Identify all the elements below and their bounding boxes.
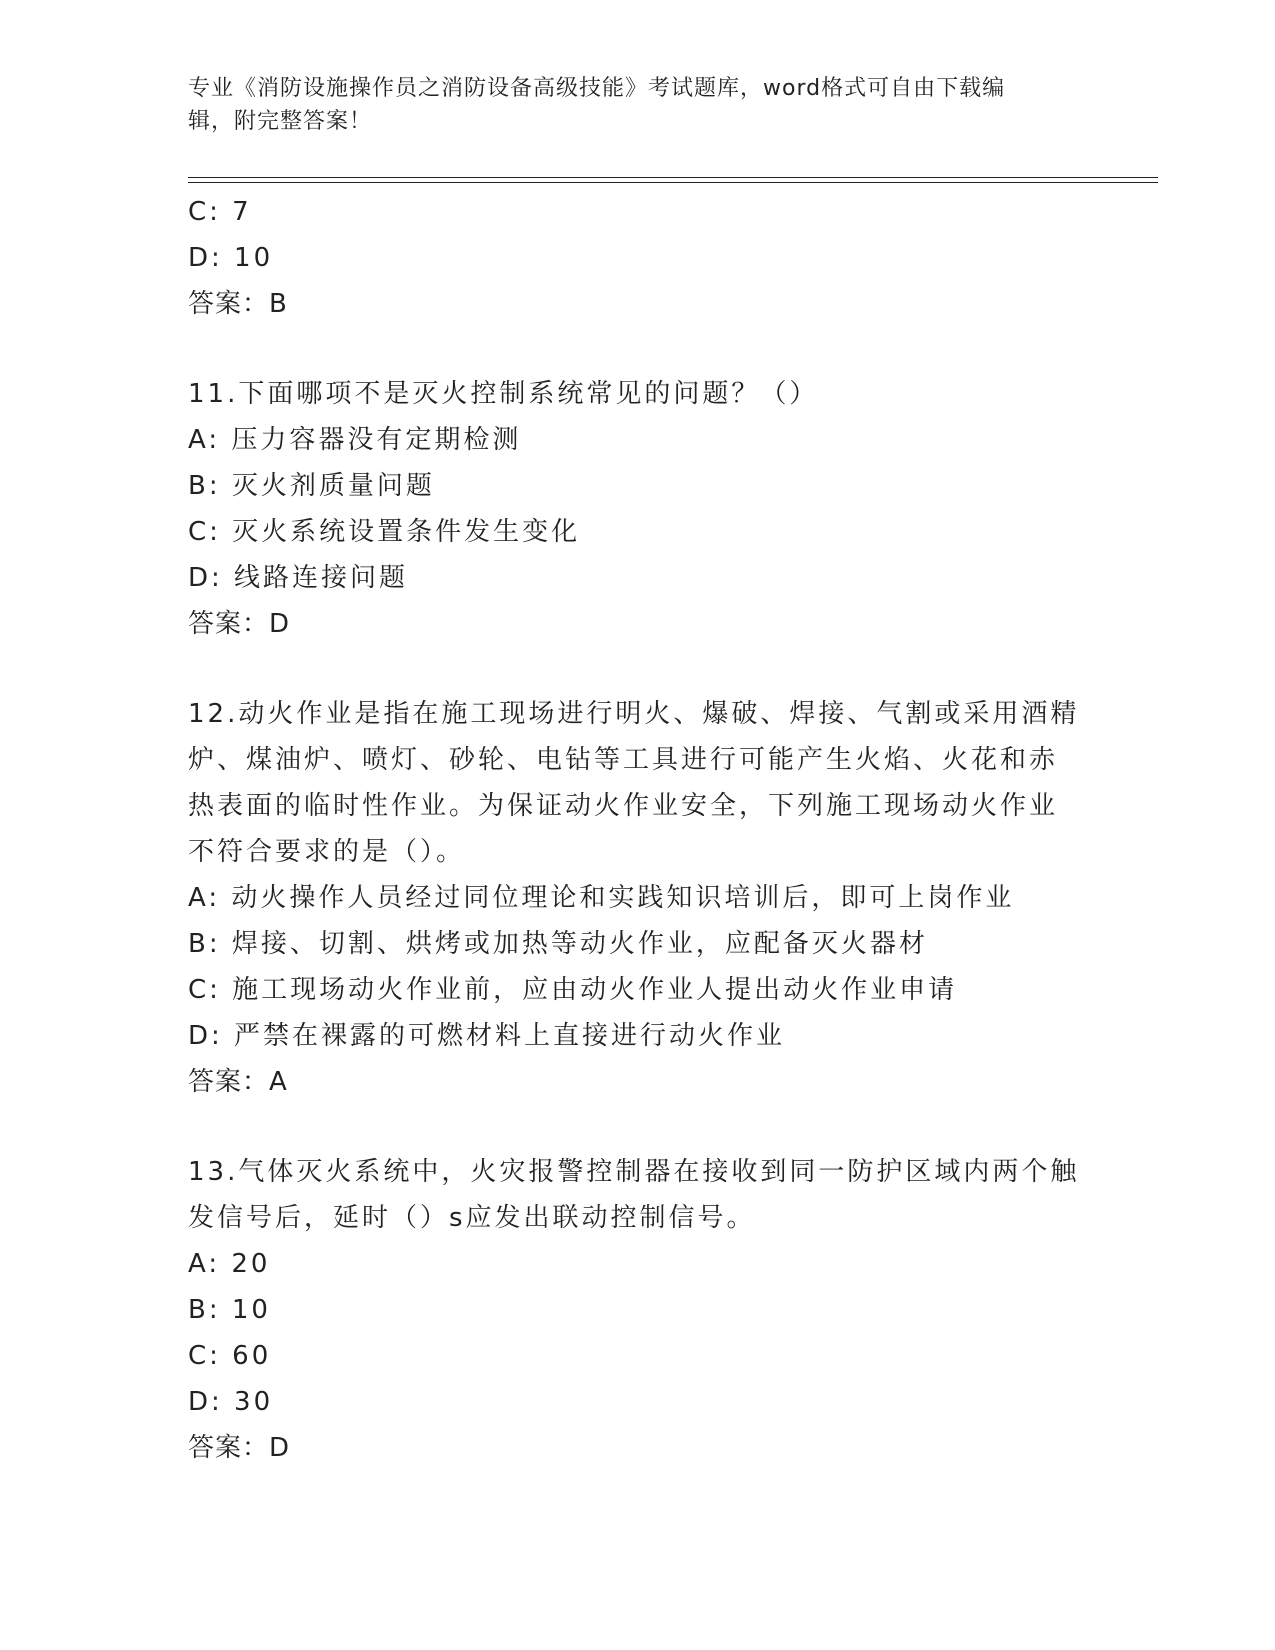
- question-content: [188, 189, 1088, 1471]
- option-b: B: 灭火剂质量问题: [188, 471, 435, 501]
- header-divider-bottom: [188, 182, 1158, 183]
- question-12: [188, 691, 1088, 1105]
- option-c: C: 施工现场动火作业前，应由动火作业人提出动火作业申请: [188, 975, 958, 1005]
- document-header: [188, 72, 1068, 138]
- option-d: D: 严禁在裸露的可燃材料上直接进行动火作业: [188, 1021, 786, 1051]
- option-d: D: 线路连接问题: [188, 563, 409, 593]
- question-text-line: 12.动火作业是指在施工现场进行明火、爆破、焊接、气割或采用酒精: [188, 699, 1080, 729]
- question-text-line: 热表面的临时性作业。为保证动火作业安全，下列施工现场动火作业: [188, 791, 1059, 821]
- option-c: C: 灭火系统设置条件发生变化: [188, 517, 581, 547]
- question-text-line: 炉、煤油炉、喷灯、砂轮、电钻等工具进行可能产生火焰、火花和赤: [188, 745, 1059, 775]
- answer-line: 答案：D: [188, 609, 291, 639]
- option-a: A: 压力容器没有定期检测: [188, 425, 522, 455]
- question-text: 11.下面哪项不是灭火控制系统常见的问题？（）: [188, 379, 819, 409]
- question-text-line: 不符合要求的是（）。: [188, 837, 466, 867]
- spacer: [188, 647, 1088, 691]
- option-d: D: 10: [188, 243, 274, 273]
- spacer: [188, 1105, 1088, 1149]
- option-a: A: 20: [188, 1249, 271, 1279]
- option-b: B: 焊接、切割、烘烤或加热等动火作业，应配备灭火器材: [188, 929, 928, 959]
- question-text-line: 13.气体灭火系统中，火灾报警控制器在接收到同一防护区域内两个触: [188, 1157, 1080, 1187]
- header-divider-top: [188, 177, 1158, 178]
- header-line-1: 专业《消防设施操作员之消防设备高级技能》考试题库，word格式可自由下载编: [188, 76, 1006, 101]
- question-13: [188, 1149, 1088, 1471]
- previous-question-tail: [188, 189, 1088, 327]
- option-c: C: 7: [188, 197, 252, 227]
- answer-line: 答案：A: [188, 1067, 288, 1097]
- header-line-2: 辑，附完整答案！: [188, 109, 373, 134]
- answer-line: 答案：D: [188, 1433, 291, 1463]
- option-b: B: 10: [188, 1295, 271, 1325]
- option-c: C: 60: [188, 1341, 272, 1371]
- option-d: D: 30: [188, 1387, 274, 1417]
- question-text-line: 发信号后，延时（）s应发出联动控制信号。: [188, 1203, 756, 1233]
- spacer: [188, 327, 1088, 371]
- option-a: A: 动火操作人员经过同位理论和实践知识培训后，即可上岗作业: [188, 883, 1015, 913]
- question-11: [188, 371, 1088, 647]
- answer-line: 答案：B: [188, 289, 288, 319]
